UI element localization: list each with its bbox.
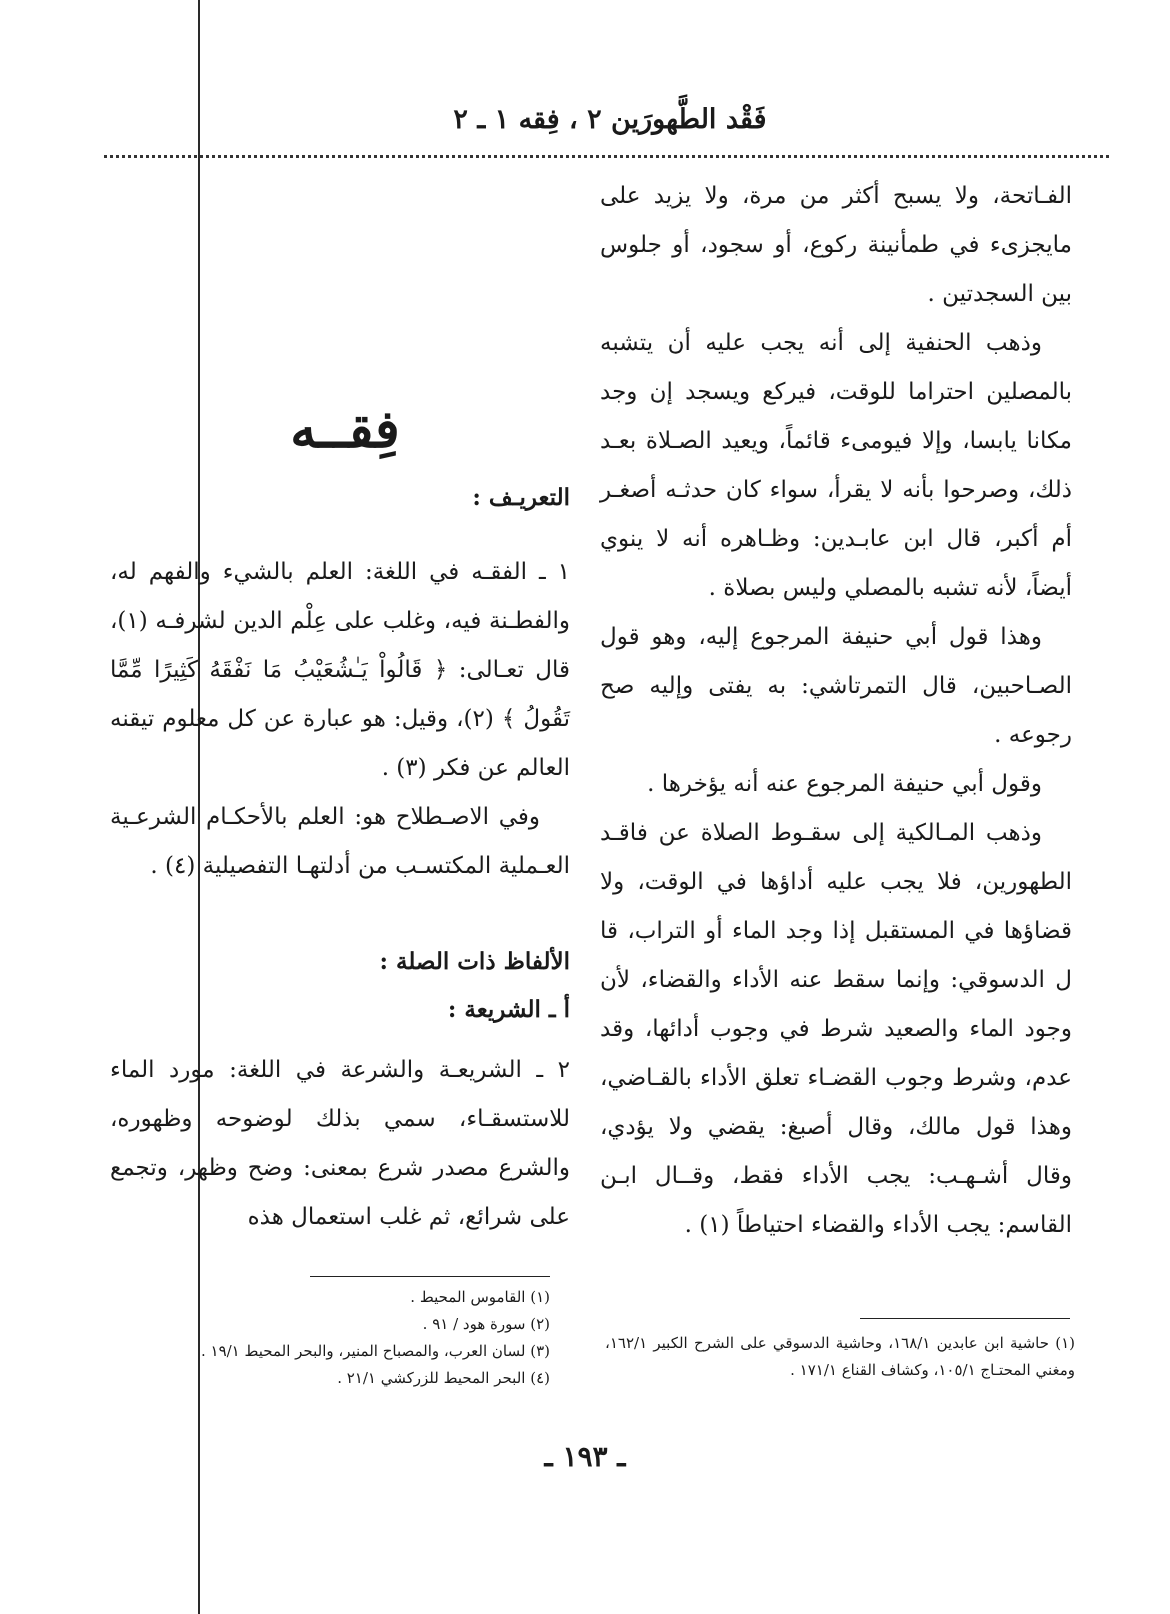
right-footnotes — [605, 1330, 1075, 1384]
page-header: فَقْد الطَّهورَين ٢ ، فِقه ١ ـ ٢ — [453, 104, 767, 135]
header-dotted-rule — [104, 155, 1109, 158]
section-title: فِقــه — [290, 399, 400, 460]
right-paragraph-1: الفـاتحة، ولا يسبح أكثر من مرة، ولا يزيد على مايجزىء في طمأنينة ركوع، أو سجود، أو جلوس بين السجدتين . — [600, 183, 1072, 307]
left-paragraph-3: ٢ ـ الشريعـة والشرعة في اللغة: مورد الماء للاستسقـاء، سمي بذلك لوضوحه وظهوره، والشرع مصدر شرع بمعنى: وضح وظهر، وتجمع على شرائع، ثم غلب استعمال هذه — [110, 1057, 570, 1230]
left-footnote-rule — [310, 1276, 550, 1277]
left-footnotes — [160, 1284, 550, 1392]
left-footnote-3: (٣) لسان العرب، والمصباح المنير، والبحر المحيط ١٩/١ . — [200, 1342, 550, 1360]
left-column-top — [110, 548, 570, 891]
right-footnote-rule — [860, 1318, 1070, 1319]
left-paragraph-2: وفي الاصـطلاح هو: العلم بالأحكـام الشرعـية العـملية المكتسـب من أدلتهـا التفصيلية (٤) . — [110, 804, 570, 879]
definition-heading: التعريـف : — [472, 484, 570, 511]
page-number: ـ ١٩٣ ـ — [544, 1440, 626, 1473]
right-column — [600, 172, 1072, 1250]
right-paragraph-4: وقول أبي حنيفة المرجوع عنه أنه يؤخرها . — [647, 771, 1042, 797]
sharia-heading: أ ـ الشريعة : — [447, 996, 570, 1023]
left-footnote-4: (٤) البحر المحيط للزركشي ٢١/١ . — [337, 1369, 550, 1387]
related-terms-heading: الألفاظ ذات الصلة : — [379, 948, 570, 975]
left-column-bottom — [110, 1046, 570, 1242]
left-footnote-2: (٢) سورة هود / ٩١ . — [422, 1315, 550, 1333]
left-footnote-1: (١) القاموس المحيط . — [410, 1288, 550, 1306]
right-paragraph-5: وذهب المـالكية إلى سقـوط الصلاة عن فاقـد الطهورين، فلا يجب عليه أداؤها في الوقت، ولا قضاؤها في المستقبل إذا وجد الماء أو التراب، قا ل الدسوقي: وإنما سقط عنه الأداء والقضاء، لأن وجود الماء والصعيد شرط في وجوب أدائها، وقد عدم، وشرط وجوب القضـاء تعلق الأداء بالقـاضي، وهذا قول مالك، وقال أصبغ: يقضي ولا يؤدي، وقال أشـهـب: يجب الأداء فقط، وقــال ابـن القاسم: يجب الأداء والقضاء احتياطاً (١) . — [600, 820, 1072, 1238]
left-paragraph-1: ١ ـ الفقـه في اللغة: العلم بالشيء والفهم له، والفطـنة فيه، وغلب على عِلْم الدين لشرفـه (١)، قال تعـالى: ﴿ قَالُواْ يَـٰشُعَيْبُ مَا نَفْقَهُ كَثِيرًا مِّمَّا تَقُولُ ﴾ (٢)، وقيل: هو عبارة عن كل معلوم تيقنه العالم عن فكر (٣) . — [110, 559, 571, 781]
right-footnote-1: (١) حاشية ابن عابدين ١٦٨/١، وحاشية الدسوقي على الشرح الكبير ١٦٢/١، ومغني المحتـاج ١٠٥/١، وكشاف القناع ١٧١/١ . — [605, 1334, 1075, 1379]
right-paragraph-3: وهذا قول أبي حنيفة المرجوع إليه، وهو قول الصـاحبين، قال التمرتاشي: به يفتى وإليه صح رجوعه . — [600, 624, 1072, 748]
right-paragraph-2: وذهب الحنفية إلى أنه يجب عليه أن يتشبه بالمصلين احتراما للوقت، فيركع ويسجد إن وجد مكانا يابسا، وإلا فيومىء قائماً، ويعيد الصـلاة بعـد ذلك، وصرحوا بأنه لا يقرأ، سواء كان حدثـه أصغـر أم أكبر، قال ابن عابـدين: وظـاهره أنه لا ينوي أيضاً، لأنه تشبه بالمصلي وليس بصلاة . — [600, 330, 1072, 601]
